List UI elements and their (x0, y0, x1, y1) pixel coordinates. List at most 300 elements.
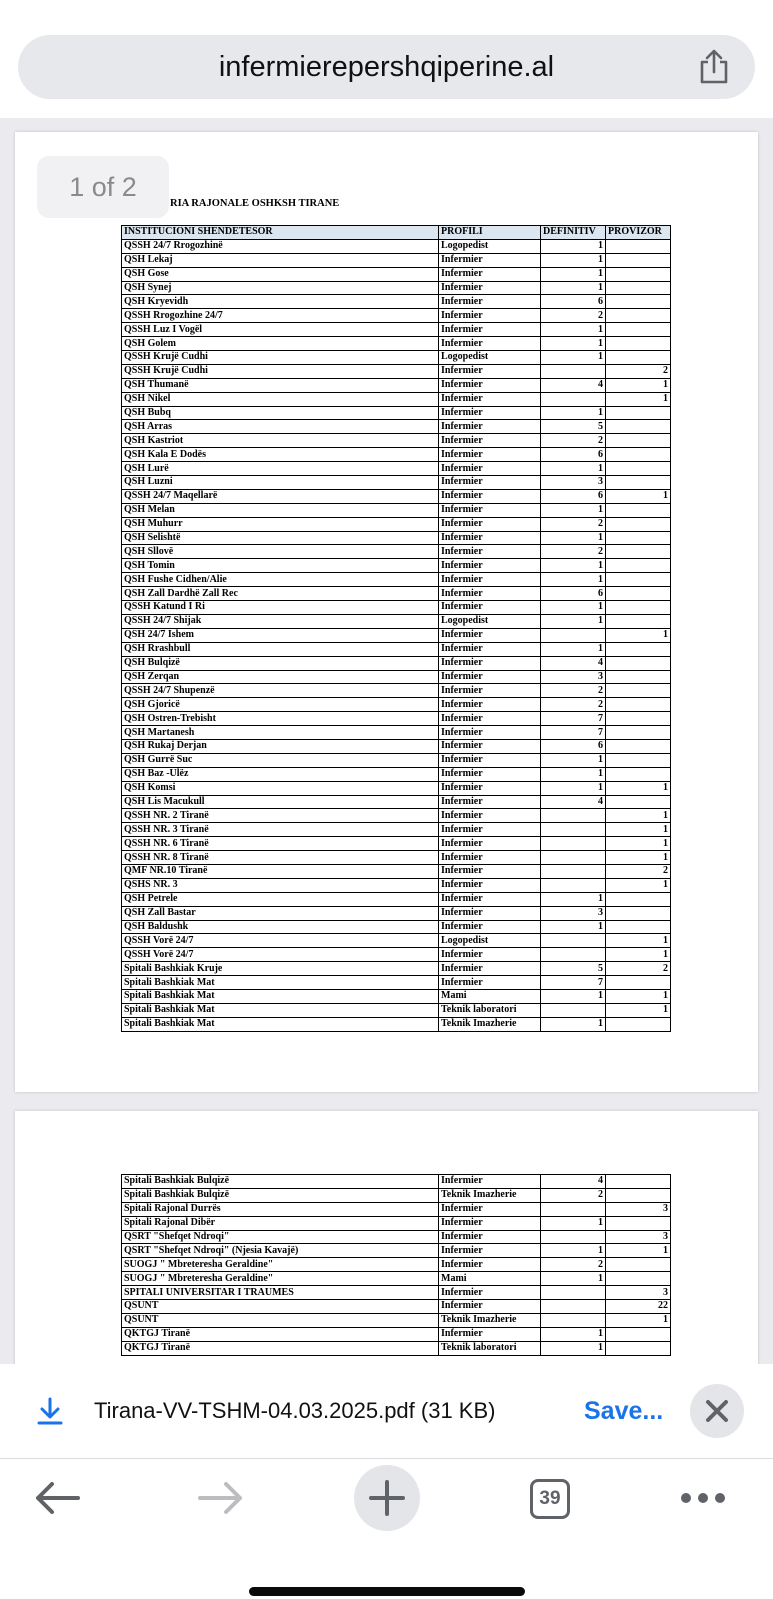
cell-provisional: 1 (606, 378, 671, 392)
cell-provisional (606, 601, 671, 615)
cell-profile: Infermier (439, 1202, 541, 1216)
table-row (122, 934, 671, 948)
cell-profile: Teknik Imazherie (439, 1188, 541, 1202)
cell-institution: QSH Martanesh (122, 726, 439, 740)
cell-definitive (541, 1202, 606, 1216)
cell-definitive: 1 (541, 323, 606, 337)
cell-provisional (606, 712, 671, 726)
cell-provisional (606, 976, 671, 990)
cell-provisional (606, 267, 671, 281)
cell-institution: QSSH NR. 8 Tiranë (122, 851, 439, 865)
cell-institution: QSH Fushe Cidhen/Alie (122, 573, 439, 587)
cell-definitive: 3 (541, 906, 606, 920)
cell-definitive: 7 (541, 726, 606, 740)
cell-provisional: 1 (606, 934, 671, 948)
cell-provisional (606, 351, 671, 365)
cell-institution: QSH Selishtë (122, 531, 439, 545)
download-icon[interactable] (36, 1396, 64, 1426)
cell-provisional (606, 434, 671, 448)
cell-definitive (541, 628, 606, 642)
cell-institution: QSH Kala E Dodës (122, 448, 439, 462)
cell-definitive (541, 837, 606, 851)
table-row (122, 976, 671, 990)
table-row (122, 1313, 671, 1327)
cell-definitive (541, 1300, 606, 1314)
cell-profile: Infermier (439, 920, 541, 934)
table-row (122, 851, 671, 865)
close-download-button[interactable] (690, 1384, 744, 1438)
table-row (122, 309, 671, 323)
cell-provisional (606, 670, 671, 684)
cell-institution: QSH Muhurr (122, 517, 439, 531)
cell-institution: QSH Baldushk (122, 920, 439, 934)
table-row (122, 878, 671, 892)
back-button[interactable] (24, 1465, 90, 1531)
cell-institution: QSH Gose (122, 267, 439, 281)
cell-institution: QSSH NR. 3 Tiranë (122, 823, 439, 837)
cell-profile: Infermier (439, 364, 541, 378)
cell-definitive: 1 (541, 281, 606, 295)
cell-institution: QSUNT (122, 1300, 439, 1314)
cell-provisional: 2 (606, 364, 671, 378)
cell-provisional (606, 1175, 671, 1189)
cell-definitive: 1 (541, 351, 606, 365)
cell-provisional: 1 (606, 823, 671, 837)
cell-profile: Infermier (439, 1286, 541, 1300)
cell-provisional (606, 753, 671, 767)
cell-profile: Logopedist (439, 934, 541, 948)
pdf-page-2 (15, 1111, 758, 1364)
more-icon (670, 1465, 736, 1531)
cell-definitive: 4 (541, 795, 606, 809)
table-row (122, 642, 671, 656)
cell-definitive (541, 878, 606, 892)
cell-institution: SUOGJ " Mbreteresha Geraldine" (122, 1272, 439, 1286)
table-row (122, 1272, 671, 1286)
home-indicator[interactable] (249, 1587, 525, 1596)
cell-definitive: 1 (541, 462, 606, 476)
cell-institution: QSH Petrele (122, 892, 439, 906)
cell-institution: QSH Sllovë (122, 545, 439, 559)
cell-definitive: 1 (541, 642, 606, 656)
table-row (122, 1017, 671, 1031)
cell-provisional (606, 726, 671, 740)
cell-institution: QSH Ostren-Trebisht (122, 712, 439, 726)
cell-definitive: 1 (541, 601, 606, 615)
bottom-toolbar (0, 1459, 773, 1599)
cell-profile: Infermier (439, 864, 541, 878)
cell-profile: Teknik Imazherie (439, 1313, 541, 1327)
table-row (122, 323, 671, 337)
cell-institution: QSRT "Shefqet Ndroqi" (122, 1230, 439, 1244)
staffing-table-page-1 (121, 225, 671, 1032)
cell-institution: SPITALI UNIVERSITAR I TRAUMES (122, 1286, 439, 1300)
cell-definitive: 5 (541, 962, 606, 976)
cell-definitive: 1 (541, 239, 606, 253)
share-icon[interactable] (697, 49, 731, 85)
cell-provisional (606, 295, 671, 309)
table-row (122, 1341, 671, 1355)
cell-provisional (606, 739, 671, 753)
cell-provisional (606, 795, 671, 809)
cell-institution: QSH Bulqizë (122, 656, 439, 670)
cell-institution: QSSH Rrogozhine 24/7 (122, 309, 439, 323)
cell-profile: Infermier (439, 378, 541, 392)
table-row (122, 753, 671, 767)
cell-institution: QMF NR.10 Tiranë (122, 864, 439, 878)
cell-institution: QSSH Luz I Vogël (122, 323, 439, 337)
cell-institution: QSH Golem (122, 337, 439, 351)
new-tab-icon (354, 1465, 420, 1531)
table-row (122, 1003, 671, 1017)
table-row (122, 684, 671, 698)
cell-provisional (606, 420, 671, 434)
cell-definitive: 3 (541, 476, 606, 490)
cell-definitive: 1 (541, 767, 606, 781)
cell-provisional: 22 (606, 1300, 671, 1314)
cell-profile: Infermier (439, 628, 541, 642)
cell-profile: Infermier (439, 517, 541, 531)
more-button[interactable] (670, 1465, 736, 1531)
cell-definitive: 1 (541, 559, 606, 573)
url-bar[interactable] (18, 35, 755, 99)
cell-provisional: 1 (606, 628, 671, 642)
cell-institution: QSSH 24/7 Shupenzë (122, 684, 439, 698)
cell-institution: QSSH Krujë Cudhi (122, 364, 439, 378)
table-row (122, 406, 671, 420)
table-row (122, 351, 671, 365)
cell-provisional: 1 (606, 392, 671, 406)
table-row (122, 364, 671, 378)
cell-provisional (606, 1017, 671, 1031)
cell-institution: QSHS NR. 3 (122, 878, 439, 892)
new-tab-button[interactable] (354, 1465, 420, 1531)
table-row (122, 1230, 671, 1244)
cell-definitive: 1 (541, 337, 606, 351)
cell-profile: Infermier (439, 781, 541, 795)
cell-provisional (606, 531, 671, 545)
cell-profile: Logopedist (439, 351, 541, 365)
table-row (122, 476, 671, 490)
cell-institution: QSH Bubq (122, 406, 439, 420)
download-bar (0, 1364, 773, 1459)
cell-provisional (606, 323, 671, 337)
cell-profile: Infermier (439, 698, 541, 712)
cell-provisional (606, 892, 671, 906)
cell-definitive: 1 (541, 614, 606, 628)
cell-profile: Infermier (439, 948, 541, 962)
cell-profile: Infermier (439, 670, 541, 684)
table-row (122, 587, 671, 601)
cell-profile: Infermier (439, 573, 541, 587)
table-row (122, 628, 671, 642)
cell-provisional (606, 614, 671, 628)
cell-profile: Infermier (439, 434, 541, 448)
cell-profile: Infermier (439, 878, 541, 892)
save-button[interactable]: Save... (584, 1397, 664, 1425)
cell-profile: Logopedist (439, 614, 541, 628)
cell-provisional (606, 906, 671, 920)
table-row (122, 434, 671, 448)
cell-institution: QKTGJ Tiranë (122, 1341, 439, 1355)
cell-provisional (606, 587, 671, 601)
header-provisional: PROVIZOR (606, 226, 671, 240)
cell-institution: QSH Kastriot (122, 434, 439, 448)
staffing-table-page-2 (121, 1174, 671, 1356)
cell-definitive: 4 (541, 378, 606, 392)
cell-institution: QSH Kryevidh (122, 295, 439, 309)
header-institution: INSTITUCIONI SHENDETESOR (122, 226, 439, 240)
table-row (122, 614, 671, 628)
cell-definitive: 3 (541, 670, 606, 684)
cell-profile: Mami (439, 989, 541, 1003)
cell-definitive: 2 (541, 309, 606, 323)
cell-institution: QSH Synej (122, 281, 439, 295)
table-row (122, 337, 671, 351)
cell-definitive: 1 (541, 1244, 606, 1258)
cell-provisional: 1 (606, 1003, 671, 1017)
cell-provisional (606, 253, 671, 267)
cell-definitive (541, 1313, 606, 1327)
cell-profile: Infermier (439, 906, 541, 920)
cell-institution: Spitali Rajonal Durrës (122, 1202, 439, 1216)
cell-institution: QSH Tomin (122, 559, 439, 573)
cell-provisional: 1 (606, 1244, 671, 1258)
cell-provisional (606, 239, 671, 253)
cell-provisional: 1 (606, 851, 671, 865)
table-row (122, 462, 671, 476)
cell-definitive: 6 (541, 489, 606, 503)
cell-provisional: 1 (606, 781, 671, 795)
header-profile: PROFILI (439, 226, 541, 240)
cell-definitive: 1 (541, 503, 606, 517)
cell-definitive: 2 (541, 434, 606, 448)
cell-profile: Infermier (439, 406, 541, 420)
cell-profile: Infermier (439, 1230, 541, 1244)
cell-institution: QSRT "Shefqet Ndroqi" (Njesia Kavajë) (122, 1244, 439, 1258)
cell-institution: QSH Gjoricë (122, 698, 439, 712)
cell-institution: QSH Lis Macukull (122, 795, 439, 809)
cell-provisional: 1 (606, 878, 671, 892)
cell-definitive: 1 (541, 406, 606, 420)
download-filename: Tirana-VV-TSHM-04.03.2025.pdf (31 KB) (94, 1398, 496, 1423)
cell-institution: QSH Nikel (122, 392, 439, 406)
cell-provisional: 1 (606, 809, 671, 823)
cell-definitive: 1 (541, 267, 606, 281)
table-row (122, 1188, 671, 1202)
cell-profile: Infermier (439, 448, 541, 462)
cell-institution: QKTGJ Tiranë (122, 1327, 439, 1341)
cell-provisional (606, 1258, 671, 1272)
cell-definitive: 1 (541, 1017, 606, 1031)
cell-definitive: 7 (541, 712, 606, 726)
cell-definitive: 2 (541, 1188, 606, 1202)
cell-profile: Infermier (439, 656, 541, 670)
page-indicator: 1 of 2 (37, 156, 169, 218)
cell-institution: QSH Arras (122, 420, 439, 434)
cell-profile: Infermier (439, 739, 541, 753)
cell-profile: Infermier (439, 337, 541, 351)
cell-definitive: 1 (541, 781, 606, 795)
cell-institution: Spitali Bashkiak Mat (122, 1017, 439, 1031)
cell-profile: Infermier (439, 851, 541, 865)
cell-provisional: 2 (606, 864, 671, 878)
table-row (122, 239, 671, 253)
cell-profile: Infermier (439, 795, 541, 809)
cell-profile: Infermier (439, 392, 541, 406)
table-row (122, 781, 671, 795)
table-row (122, 1202, 671, 1216)
table-row (122, 1300, 671, 1314)
cell-definitive (541, 1230, 606, 1244)
table-header-row (122, 226, 671, 240)
cell-definitive: 1 (541, 1327, 606, 1341)
cell-profile: Infermier (439, 420, 541, 434)
cell-institution: QSH 24/7 Ishem (122, 628, 439, 642)
cell-profile: Infermier (439, 726, 541, 740)
table-row (122, 670, 671, 684)
cell-definitive: 2 (541, 1258, 606, 1272)
table-row (122, 531, 671, 545)
table-row (122, 989, 671, 1003)
cell-profile: Infermier (439, 323, 541, 337)
cell-provisional: 3 (606, 1286, 671, 1300)
cell-definitive (541, 392, 606, 406)
cell-profile: Infermier (439, 809, 541, 823)
table-row (122, 601, 671, 615)
cell-profile: Infermier (439, 545, 541, 559)
forward-icon (188, 1465, 254, 1531)
cell-institution: QSSH 24/7 Rrogozhinë (122, 239, 439, 253)
table-row (122, 920, 671, 934)
cell-institution: QSH Luzni (122, 476, 439, 490)
table-row (122, 420, 671, 434)
table-row (122, 392, 671, 406)
table-row (122, 726, 671, 740)
cell-definitive: 1 (541, 989, 606, 1003)
cell-definitive: 2 (541, 684, 606, 698)
cell-definitive (541, 1286, 606, 1300)
cell-provisional (606, 559, 671, 573)
cell-institution: QSH Komsi (122, 781, 439, 795)
table-row (122, 559, 671, 573)
cell-institution: QSSH Katund I Ri (122, 601, 439, 615)
cell-provisional (606, 573, 671, 587)
cell-institution: QSH Lekaj (122, 253, 439, 267)
cell-definitive: 6 (541, 739, 606, 753)
cell-profile: Infermier (439, 476, 541, 490)
cell-institution: QSH Rrashbull (122, 642, 439, 656)
cell-profile: Infermier (439, 489, 541, 503)
cell-provisional (606, 920, 671, 934)
table-row (122, 1327, 671, 1341)
cell-institution: QSSH 24/7 Shijak (122, 614, 439, 628)
cell-definitive: 2 (541, 545, 606, 559)
pdf-page-1 (15, 132, 758, 1092)
cell-definitive: 1 (541, 1272, 606, 1286)
cell-profile: Infermier (439, 962, 541, 976)
pdf-viewer[interactable] (0, 118, 773, 1364)
table-row (122, 962, 671, 976)
forward-button[interactable] (188, 1465, 254, 1531)
cell-definitive: 1 (541, 1341, 606, 1355)
cell-profile: Infermier (439, 642, 541, 656)
cell-provisional: 1 (606, 1313, 671, 1327)
cell-definitive: 4 (541, 1175, 606, 1189)
cell-profile: Infermier (439, 559, 541, 573)
table-row (122, 1286, 671, 1300)
cell-profile: Infermier (439, 712, 541, 726)
cell-institution: Spitali Bashkiak Bulqizë (122, 1188, 439, 1202)
cell-definitive: 4 (541, 656, 606, 670)
cell-provisional (606, 1216, 671, 1230)
cell-institution: Spitali Bashkiak Mat (122, 976, 439, 990)
cell-profile: Infermier (439, 601, 541, 615)
table-row (122, 1216, 671, 1230)
cell-institution: QSH Zall Bastar (122, 906, 439, 920)
cell-profile: Infermier (439, 1300, 541, 1314)
cell-definitive: 1 (541, 920, 606, 934)
table-row (122, 1244, 671, 1258)
table-row (122, 545, 671, 559)
table-row (122, 1175, 671, 1189)
cell-provisional: 1 (606, 489, 671, 503)
cell-profile: Teknik laboratori (439, 1003, 541, 1017)
cell-profile: Mami (439, 1272, 541, 1286)
table-row (122, 1258, 671, 1272)
header-definitive: DEFINITIV (541, 226, 606, 240)
cell-definitive: 6 (541, 295, 606, 309)
cell-profile: Infermier (439, 684, 541, 698)
cell-profile: Teknik laboratori (439, 1341, 541, 1355)
cell-profile: Infermier (439, 295, 541, 309)
table-row (122, 267, 671, 281)
tabs-button[interactable]: 39 (530, 1479, 570, 1519)
cell-definitive: 2 (541, 698, 606, 712)
cell-institution: Spitali Rajonal Dibër (122, 1216, 439, 1230)
cell-provisional (606, 281, 671, 295)
cell-profile: Infermier (439, 503, 541, 517)
cell-provisional (606, 1341, 671, 1355)
cell-provisional (606, 406, 671, 420)
cell-provisional: 1 (606, 948, 671, 962)
cell-institution: QSH Zerqan (122, 670, 439, 684)
cell-provisional (606, 309, 671, 323)
url-text[interactable]: infermierepershqiperine.al (218, 51, 555, 83)
cell-profile: Infermier (439, 253, 541, 267)
cell-provisional: 1 (606, 989, 671, 1003)
cell-profile: Infermier (439, 1258, 541, 1272)
cell-profile: Infermier (439, 267, 541, 281)
cell-profile: Infermier (439, 976, 541, 990)
cell-definitive: 6 (541, 587, 606, 601)
cell-institution: QSH Baz -Ulëz (122, 767, 439, 781)
cell-definitive: 1 (541, 573, 606, 587)
table-row (122, 906, 671, 920)
table-row (122, 712, 671, 726)
cell-profile: Infermier (439, 837, 541, 851)
cell-provisional (606, 656, 671, 670)
table-row (122, 739, 671, 753)
cell-definitive (541, 1003, 606, 1017)
cell-profile: Infermier (439, 892, 541, 906)
cell-definitive: 1 (541, 531, 606, 545)
cell-institution: QSUNT (122, 1313, 439, 1327)
cell-profile: Infermier (439, 1327, 541, 1341)
table-row (122, 489, 671, 503)
cell-institution: QSH Thumanë (122, 378, 439, 392)
cell-profile: Teknik Imazherie (439, 1017, 541, 1031)
